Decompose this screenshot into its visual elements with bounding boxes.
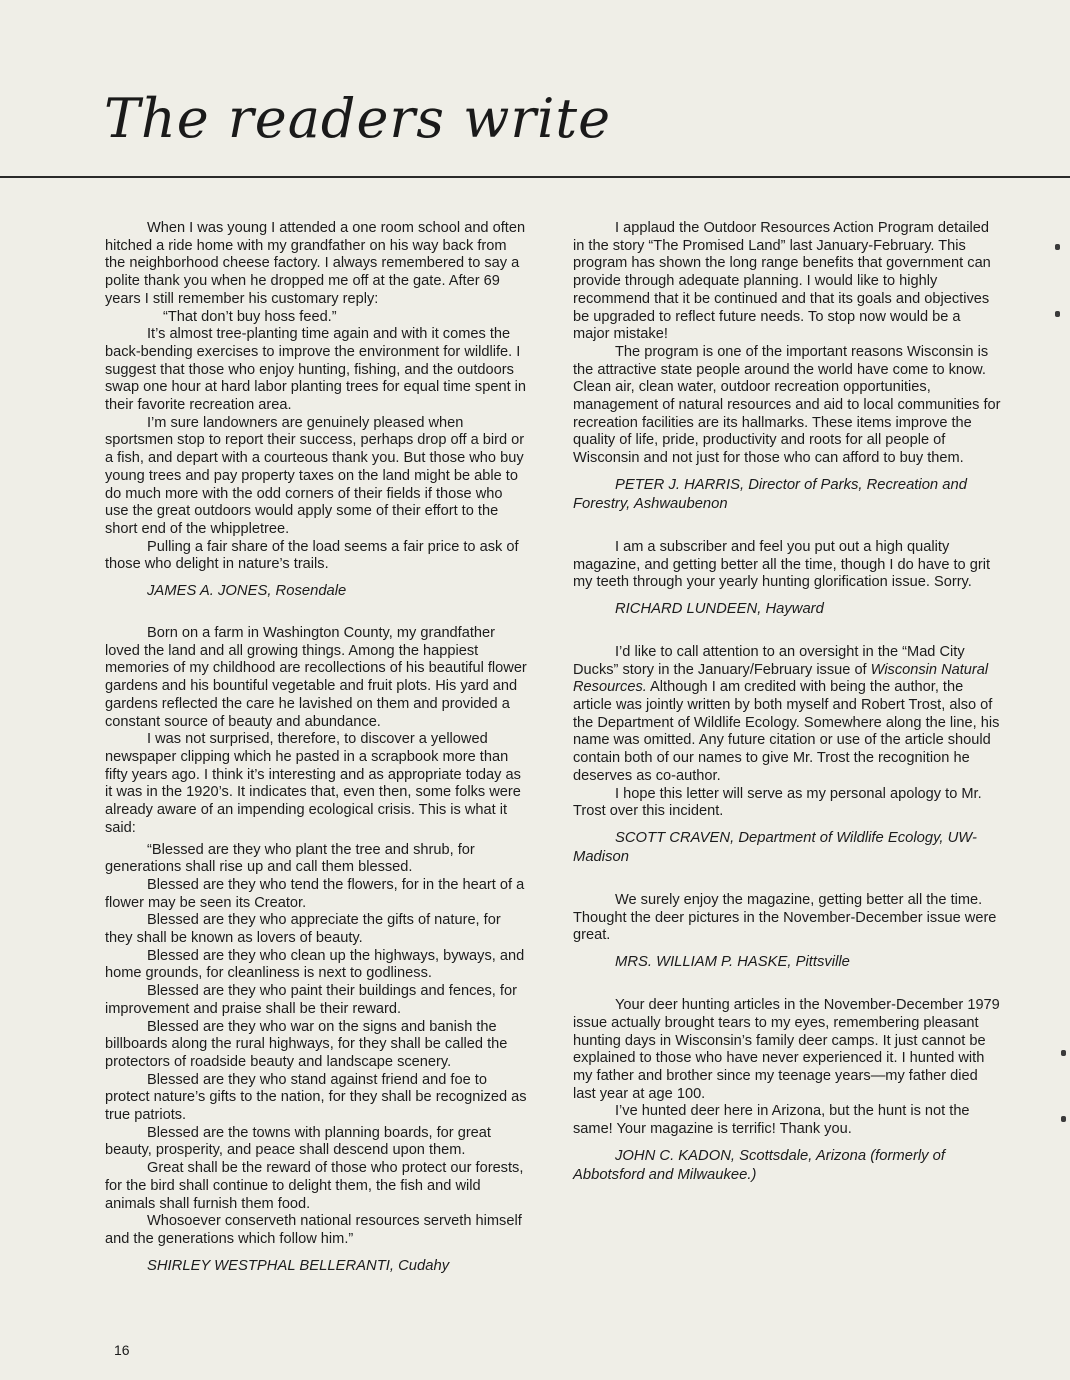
letter-paragraph: I’ve hunted deer here in Arizona, but the hunt is not the same! Your magazine is terrific! Thank you. xyxy=(573,1103,970,1138)
letter-jones xyxy=(105,220,528,601)
letter-paragraph: Pulling a fair share of the load seems a fair price to ask of those who delight in nature’s trails. xyxy=(105,538,519,573)
poem-line: Blessed are they who appreciate the gifts of nature, for they shall be known as lovers of beauty. xyxy=(105,912,501,947)
letter-paragraph: I applaud the Outdoor Resources Action Program detailed in the story “The Promised Land” last January-February. This program has shown the long range benefits that government can provide through adequate planning. I would like to highly recommend that it be continued and that its goals and objectives be upgraded to reflect future needs. To stop now would be a major mistake! xyxy=(573,220,991,343)
letter-paragraph: Born on a farm in Washington County, my grandfather loved the land and all growing things. Among the happiest memories of my childhood are recollections of his beautiful flower gardens and his bountiful vegetable and fruit plots. His yard and gardens reflected the care he lavished on them and provided a constant source of beauty and abundance. xyxy=(105,625,527,730)
letter-signature: PETER J. HARRIS, Director of Parks, Recreation and Forestry, Ashwaubenon xyxy=(573,476,967,512)
letter-lundeen xyxy=(573,539,1001,619)
letter-westphal xyxy=(105,625,528,1276)
letter-paragraph: I am a subscriber and feel you put out a high quality magazine, and getting better all the time, though I do have to grit my teeth through your yearly hunting glorification issue. Sorry. xyxy=(573,538,990,591)
letter-signature: MRS. WILLIAM P. HASKE, Pittsville xyxy=(615,954,850,971)
letter-quote: “That don’t buy hoss feed.” xyxy=(163,308,337,325)
letter-paragraph: I’m sure landowners are genuinely pleased when sportsmen stop to report their success, perhaps drop off a bird or a fish, and depart with a courteous thank you. But those who buy young trees and pay property taxes on the land might be able to do much more with the odd corners of their fields if those who use the great outdoors would apply some of their effort to the short end of the whippletree. xyxy=(105,414,525,537)
right-column xyxy=(573,220,1001,1185)
letter-text: I’d like to call attention to an oversight in the “Mad City Ducks” story in the January/February issue of xyxy=(573,643,965,678)
poem-line: Blessed are they who stand against friend and foe to protect nature’s gifts to the nation, for they shall be recognized as true patriots. xyxy=(105,1071,527,1124)
poem-line: Blessed are they who clean up the highways, byways, and home grounds, for cleanliness is next to godliness. xyxy=(105,947,525,982)
header-rule xyxy=(0,176,1070,178)
page-number: 16 xyxy=(114,1342,130,1358)
letter-paragraph: We surely enjoy the magazine, getting better all the time. Thought the deer pictures in the November-December issue were great. xyxy=(573,891,997,944)
magazine-title: Wisconsin Natural Resources. xyxy=(573,661,989,696)
letter-harris xyxy=(573,220,1001,514)
letter-signature: RICHARD LUNDEEN, Hayward xyxy=(615,600,824,617)
margin-mark xyxy=(1061,1050,1066,1056)
letter-paragraph xyxy=(573,644,1001,786)
poem-line: Blessed are they who tend the flowers, for in the heart of a flower may be seen its Creator. xyxy=(105,876,525,911)
letter-paragraph: I hope this letter will serve as my personal apology to Mr. Trost over this incident. xyxy=(573,785,982,820)
margin-mark xyxy=(1061,1116,1066,1122)
poem-line: Blessed are the towns with planning boards, for great beauty, prosperity, and peace shall descend upon them. xyxy=(105,1124,491,1159)
letter-text: Although I am credited with being the author, the article was jointly written by both myself and Robert Trost, also of the Department of Wildlife Ecology. Somewhere along the line, his name was omitted. Any future citation or use of the article should contain both of our names to give Mr. Trost the recognition he deserves as co-author. xyxy=(573,679,1000,784)
poem-line: “Blessed are they who plant the tree and shrub, for generations shall rise up and call them blessed. xyxy=(105,841,475,876)
poem-line: Great shall be the reward of those who protect our forests, for the bird shall continue to delight them, the fish and wild animals shall furnish them food. xyxy=(105,1160,524,1212)
poem-line: Blessed are they who war on the signs and banish the billboards along the rural highways, for they shall be called the protectors of roadside beauty and landscape scenery. xyxy=(105,1018,508,1070)
letter-craven xyxy=(573,644,1001,867)
letter-paragraph: I was not surprised, therefore, to discover a yellowed newspaper clipping which he pasted in a scrapbook more than fifty years ago. I think it’s interesting and as appropriate today as it was in the 1920’s. It indicates that, even then, some folks were already aware of an impending ecological crisis. This is what it said: xyxy=(105,731,521,836)
letter-haske xyxy=(573,892,1001,972)
left-column xyxy=(105,220,528,1276)
letter-paragraph: It’s almost tree-planting time again and with it comes the back-bending exercises to improve the environment for wildlife. I suggest that those who enjoy hunting, fishing, and the outdoors swap one hour at hard labor planting trees for equal time spent in their favorite recreation area. xyxy=(105,326,527,414)
margin-mark xyxy=(1055,244,1060,250)
page-title: The readers write xyxy=(104,87,612,150)
poem-line: Blessed are they who paint their buildings and fences, for improvement and praise shall be their reward. xyxy=(105,983,517,1017)
letter-signature: SHIRLEY WESTPHAL BELLERANTI, Cudahy xyxy=(147,1257,450,1274)
letter-signature: SCOTT CRAVEN, Department of Wildlife Ecology, UW-Madison xyxy=(573,829,977,865)
letter-kadon xyxy=(573,997,1001,1185)
margin-mark xyxy=(1055,311,1060,317)
letter-paragraph: When I was young I attended a one room school and often hitched a ride home with my grandfather on his way back from the neighborhood cheese factory. I always remembered to say a polite thank you when he dropped me off at the gate. After 69 years I still remember his customary reply: xyxy=(105,220,526,307)
letter-paragraph: Your deer hunting articles in the November-December 1979 issue actually brought tears to my eyes, remembering pleasant hunting days in Wisconsin’s family deer camps. It just cannot be explained to those who have never experienced it. I hunted with my father and brother since my teenage years—my father died last year at age 100. xyxy=(573,997,1000,1102)
letter-signature: JOHN C. KADON, Scottsdale, Arizona (formerly of Abbotsford and Milwaukee.) xyxy=(573,1147,946,1183)
letter-signature: JAMES A. JONES, Rosendale xyxy=(147,583,347,600)
poem-line: Whosoever conserveth national resources serveth himself and the generations which follow him.” xyxy=(105,1213,522,1247)
letter-paragraph: The program is one of the important reasons Wisconsin is the attractive state people around the world have come to know. Clean air, clean water, outdoor recreation opportunities, management of natural resources and aid to local communities for recreation facilities are its hallmarks. These items improve the quality of life, pride, productivity and roots for all people of Wisconsin and not just for those who can afford to buy them. xyxy=(573,343,1001,467)
